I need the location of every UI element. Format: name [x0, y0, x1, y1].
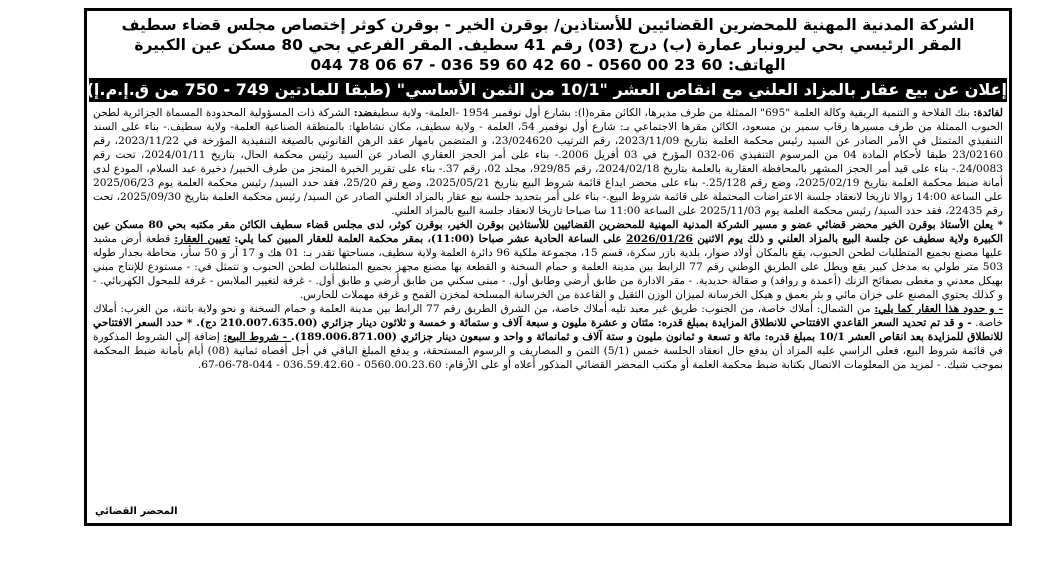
notice-header: [87, 15, 1009, 75]
conditions-text: إضافة إلى الشروط المذكورة في قائمة شروط البيع، فعلى الراسي عليه المزاد أن يدفع حال انعقاد الجلسة خمس (5/1) الثمن و المصاريف و الرسوم المستحقة، و يدفع المبلغ الباقي في أجل أقصاه ثمانية (08) أيام بأمانة ضبط المحكمة بموجب شيك. - لمزيد من المعلومات الاتصال بكتابة ضبط محكمة العلمة أو مكتب المحضر القضائي المذكور أعلاه أو على الأرقام: 0560.00.23.60 - 036.59.42.60 - 044-78-06-67.: [93, 331, 1003, 371]
against-label: ضد:: [353, 107, 373, 119]
boundaries-text: من الشمال: أملاك خاصة، من الجنوب: طريق غير معبد تليه أملاك خاصة، من الشرق الطريق رقم 77 الرابط بين مدينة العلمة و حمام السخنة و نحو ولاية باتنة، من الغرب: أملاك خاصة.: [93, 303, 1003, 329]
firm-address: المقر الرئيسي بحي ليرونبار عمارة (ب) درج (03) رقم 41 سطيف. المقر الفرعي بحي 80 مسكن عين الكبيرة: [134, 36, 962, 54]
beneficiary-label: لفائدة:: [973, 107, 1004, 119]
sale-date: 2026/01/26: [626, 233, 693, 245]
notice-body: [87, 102, 1009, 372]
notice-title-banner: إعلان عن بيع عقار بالمزاد العلني مع انقاص العشر "10/1 من الثمن الأساسي" (طبقا للمادتين 749 - 750 من ق.إ.م.إ): [89, 78, 1007, 102]
firm-phone: الهاتف: 60 23 00 0560 - 60 42 60 59 036 - 67 06 78 044: [310, 56, 786, 74]
announcement-text: * يعلن الأستاذ بوقرن الخير محضر قضائي عضو و مسير الشركة المدنية المهنية للمحضرين القضائيين للأستاذين بوقرن الخير، بوقرن كوثر، لدى مجلس قضاء سطيف الكائن مقر مكتبه بحي 80 مسكن عين الكبيرة ولاية سطيف عن جلسة البيع بالمزاد العلني و ذلك يوم الاثنين: [93, 219, 1004, 245]
boundaries-label: - و حدود هذا العقار كما يلي:: [874, 303, 1003, 315]
proceedings-text: الشركة ذات المسؤولية المحدودة المسماة الجزائرية لطحن الحبوب الممثلة من طرف مسيرها رقاب سمير بن مسعود، الكائن مقرها الاجتماعي بـ: شارع أول نوفمبر 54، العلمة - ولاية سطيف، مكان نشاطها: بالمنطقة الصناعية العلمة- ولاية سطيف.- بناء على السند التنفيذي المتمثل في الأمر الصادر عن السيد رئيس محكمة العلمة بتاريخ 2023/11/09، رقم الترتيب 23/024620، و المتضمن بامهار عقد الرهن القانوني بالصيغة التنفيذية المؤرخة في 2023/11/22، رقم 23/02160 طبقا لأحكام المادة 04 من المرسوم التنفيذي 06-032 المؤرخ في 03 أفريل 2006.- بناء على أمر الحجز العقاري الصادر عن السيد رئيس محكمة الحال، بتاريخ 2024/01/11، تحت رقم 24/0083.- بناء على قيد أمر الحجز المشهر بالمحافظة العقارية بالعلمة بتاريخ 2024/02/18، رقم 929/85، مجلد 02، رقم 37.- بناء على تقرير الخبرة المنجز من طرف الخبير/ دخيرة عبد السلام، المودع لدى أمانة ضبط محكمة العلمة بتاريخ 2025/02/19، وضع رقم 25/128.- بناء على محضر ايداع قائمة شروط البيع بتاريخ 2025/05/21، وضع رقم 25/20، فقد حدد السيد/ رئيس محكمة العلمة يوم 2025/06/23 على الساعة 14:00 زوالا تاريخا لانعقاد جلسة الاعتراضات المحتملة على قائمة شروط البيع.- بناء على أمر بتحديد جلسة بيع عقار بالمزاد العلني الصادر عن السيد/ رئيس محكمة العلمة بتاريخ 2025/09/30، تحت رقم 22435، فقد حدد السيد/ رئيس محكمة العلمة يوم 2025/11/03 على الساعة 11:00 سا صباحا تاريخا لانعقاد جلسة البيع بالمزاد العلني.: [93, 107, 1004, 217]
paragraph-boundaries: [93, 302, 1003, 372]
beneficiary-text: بنك الفلاحة و التنمية الريفية وكالة العلمة "695" الممثلة من طرف مديرها، الكائن مقره(ا): بشارع أول نوفمبر 1954 -العلمة- ولاية سطيف: [372, 107, 974, 119]
conditions-label: - شروط البيع:: [223, 331, 292, 343]
announcement-text-2: على الساعة الحادية عشر صباحا (11:00)، بمقر محكمة العلمة للعقار المبين كما يلي:: [230, 233, 627, 245]
paragraph-parties: [93, 106, 1003, 218]
price-text: - و قد تم تحديد السعر القاعدي الافتتاحي للانطلاق المزايدة بمبلغ قدره: مئتان و عشرة مليون و سبعة آلاف و ستمائة و خمسة و ثلاثون دينار جزائري (210.007.635.00 دج). * حدد السعر الافتتاحي للانطلاق للمزايدة بعد انقاص العشر 10/1 بمبلغ قدره: مائة و تسعة و ثمانون مليون و ستة آلاف و ثمانمائة و واحد و سبعون دينار جزائري (189.006.871.00).: [93, 317, 1003, 343]
signature: المحضر القضائي: [95, 506, 178, 517]
legal-notice: [84, 8, 1012, 526]
property-description: قطعة أرض مشيد عليها مصنع بجميع المتطلبات لطحن الحبوب، يقع بالمكان أولاد صوار، بلدية بازر سكرة، قسم 15، مجموعة ملكية 96 دائرة العلمة ولاية سطيف، مساحتها تقدر بـ: 01 هك و 17 آر و 50 سأر، محاطة بجدار طوله 503 متر طولي به مدخل كبير يقع ويطل على الطريق الوطني رقم 77 الرابط بين مدينة العلمة و حمام السخنة و القطعة بها مصنع مجهز بجميع المتطلبات لطحن الحبوب و تتمثل في: - مستودع للإنتاج مبني بهيكل معدني و مغطى بصفائح الزنك (أعمدة و روافد) و صقالة حديدية. - مقر الادارة من طابق أرضي وطابق أول. - مبنى سكني من طابق أرضي و طابق أول. - غرفة لتغيير الملابس - غرفة للمحول الكهربائي. - و كذلك يحتوي المصنع على خزان مائي و بئر بعمق و هيكل الخرسانة لميزان الوزن الثقيل و القاعدة من الخرسانة المسلحة لمخزن القمح و غرفة مهملات للحارس.: [93, 233, 1003, 301]
paragraph-announcement: [93, 218, 1003, 302]
firm-name: الشركة المدنية المهنية للمحضرين القضائيين للأستاذين/ بوقرن الخير - بوقرن كوثر إختصاص مجلس قضاء سطيف: [121, 16, 975, 34]
property-label: تعيين العقار:: [174, 233, 231, 245]
